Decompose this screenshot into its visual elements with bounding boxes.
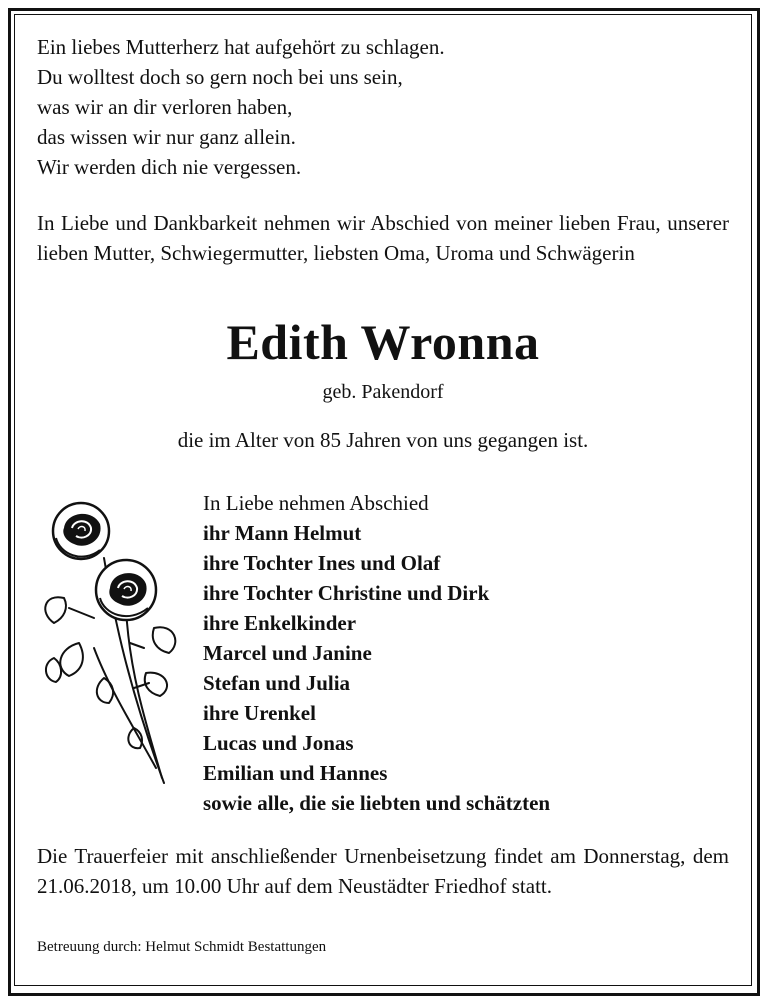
mourners-list bbox=[203, 488, 550, 818]
funeral-home-credit: Betreuung durch: Helmut Schmidt Bestattungen bbox=[37, 939, 327, 955]
mourner-line: Stefan und Julia bbox=[203, 671, 351, 695]
mourner-line: ihre Tochter Christine und Dirk bbox=[203, 581, 490, 605]
deceased-name: Edith Wronna bbox=[226, 314, 540, 370]
poem bbox=[37, 32, 445, 182]
mourner-line: Emilian und Hannes bbox=[203, 761, 388, 785]
mourner-line: ihre Tochter Ines und Olaf bbox=[203, 551, 441, 575]
poem-line: das wissen wir nur ganz allein. bbox=[37, 125, 296, 149]
mourner-line: Lucas und Jonas bbox=[203, 731, 354, 755]
mourner-line: ihr Mann Helmut bbox=[203, 521, 362, 545]
mourner-line: ihre Enkelkinder bbox=[203, 611, 357, 635]
poem-line: Du wolltest doch so gern noch bei uns sein, bbox=[37, 65, 403, 89]
funeral-info: Die Trauerfeier mit anschließender Urnenbeisetzung findet am Donnerstag, dem 21.06.2018, um 10.00 Uhr auf dem Neustädter Friedhof statt. bbox=[37, 844, 729, 898]
poem-line: was wir an dir verloren haben, bbox=[37, 95, 293, 119]
age-line: die im Alter von 85 Jahren von uns gegangen ist. bbox=[177, 428, 589, 452]
poem-line: Ein liebes Mutterherz hat aufgehört zu schlagen. bbox=[37, 35, 445, 59]
rose-icon bbox=[34, 498, 184, 788]
mourner-line: Marcel und Janine bbox=[203, 641, 372, 665]
mourners-heading: In Liebe nehmen Abschied bbox=[203, 491, 429, 515]
poem-line: Wir werden dich nie vergessen. bbox=[37, 155, 302, 179]
mourner-line: sowie alle, die sie liebten und schätzten bbox=[203, 791, 551, 815]
mourner-line: ihre Urenkel bbox=[203, 701, 316, 725]
intro-text: In Liebe und Dankbarkeit nehmen wir Abschied von meiner lieben Frau, unserer lieben Mutter, Schwiegermutter, liebsten Oma, Uroma und Schwägerin bbox=[37, 211, 729, 265]
maiden-name: geb. Pakendorf bbox=[322, 381, 444, 403]
